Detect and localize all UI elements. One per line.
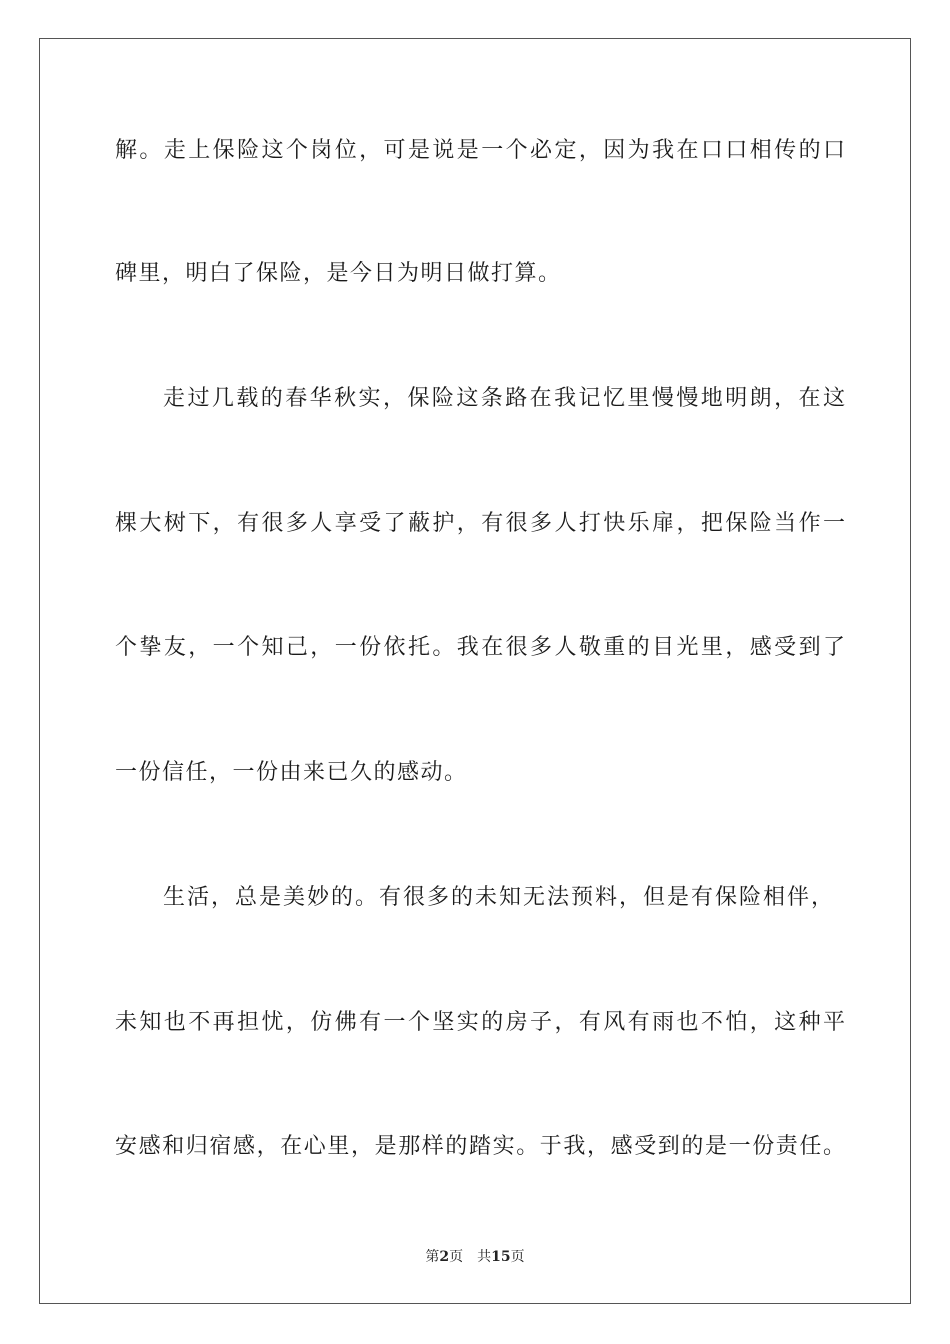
body-line-8: 未知也不再担忧，仿佛有一个坚实的房子，有风有雨也不怕，这种平 <box>115 1010 845 1035</box>
body-line-2: 碑里，明白了保险，是今日为明日做打算。 <box>115 261 562 286</box>
page-prefix: 第 <box>425 1249 440 1265</box>
page-footer <box>0 1248 950 1266</box>
body-line-6: 一份信任，一份由来已久的感动。 <box>115 760 468 785</box>
page-suffix: 页 <box>449 1249 464 1265</box>
body-line-9: 安感和归宿感，在心里，是那样的踏实。于我，感受到的是一份责任。 <box>115 1134 845 1159</box>
body-line-1: 解。走上保险这个岗位，可是说是一个必定，因为我在口口相传的口 <box>115 138 845 163</box>
page-number: 2 <box>439 1249 450 1265</box>
total-suffix: 页 <box>510 1249 525 1265</box>
body-line-7: 生活，总是美妙的。有很多的未知无法预料，但是有保险相伴， <box>163 885 833 910</box>
body-line-4: 棵大树下，有很多人享受了蔽护，有很多人打快乐扉，把保险当作一 <box>115 511 845 536</box>
page-frame <box>39 38 911 1304</box>
total-pages: 15 <box>491 1249 511 1265</box>
body-line-5: 个挚友，一个知己，一份依托。我在很多人敬重的目光里，感受到了 <box>115 635 845 660</box>
total-prefix: 共 <box>477 1249 492 1265</box>
body-line-3: 走过几载的春华秋实，保险这条路在我记忆里慢慢地明朗，在这 <box>163 386 845 411</box>
